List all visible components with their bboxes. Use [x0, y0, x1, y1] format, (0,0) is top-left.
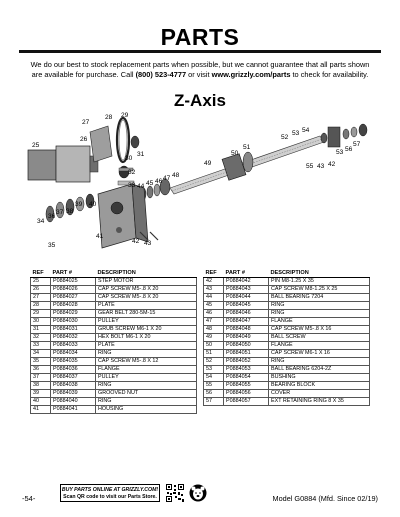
description-cell: HOUSING [96, 405, 197, 413]
part-number-cell: P0884034 [51, 349, 96, 357]
table-row [204, 277, 370, 285]
description-cell: GRUB SCREW M6-1 X 20 [96, 325, 197, 333]
ref-cell: 48 [204, 325, 224, 333]
description-cell: PULLEY [96, 317, 197, 325]
table-row [204, 309, 370, 317]
description-cell: GEAR BELT 280-5M-15 [96, 309, 197, 317]
step-motor-drawing [28, 146, 98, 182]
callout-57: 57 [353, 141, 361, 148]
page-footer [0, 478, 400, 508]
callout-48: 48 [172, 172, 180, 179]
plate-drawing [90, 126, 112, 162]
table-row [31, 309, 197, 317]
ref-cell: 46 [204, 309, 224, 317]
table-row [31, 301, 197, 309]
parts-table-left [30, 269, 197, 414]
table-row [204, 381, 370, 389]
part-number-cell: P0884057 [224, 397, 269, 405]
housing-drawing [98, 184, 148, 248]
callout-54: 54 [302, 127, 310, 134]
buy-parts-box[interactable] [60, 484, 160, 502]
callout-33: 33 [128, 182, 136, 189]
callout-42b: 42 [132, 238, 140, 245]
description-cell: RING [96, 397, 197, 405]
ref-cell: 35 [31, 357, 51, 365]
phone-number: (800) 523-4777 [135, 70, 187, 79]
table-row [31, 389, 197, 397]
callout-42: 42 [328, 161, 336, 168]
callout-39: 39 [75, 201, 83, 208]
callout-49: 49 [204, 160, 212, 167]
part-number-cell: P0884035 [51, 357, 96, 365]
ref-cell: 41 [31, 405, 51, 413]
description-cell: BALL BEARING 6204-2Z [269, 365, 370, 373]
description-cell: CAP SCREW M5-.8 X 20 [96, 293, 197, 301]
table-row [31, 365, 197, 373]
page-number: -54- [22, 494, 36, 503]
callout-52: 52 [281, 134, 289, 141]
section-title: Z-Axis [174, 91, 226, 110]
table-row [204, 373, 370, 381]
part-number-cell: P0884032 [51, 333, 96, 341]
description-cell: CAP SCREW M5-.8 X 16 [269, 325, 370, 333]
part-number-cell: P0884046 [224, 309, 269, 317]
part-number-cell: P0884029 [51, 309, 96, 317]
table-row [204, 325, 370, 333]
ref-cell: 50 [204, 341, 224, 349]
table-row [31, 317, 197, 325]
table-row [31, 357, 197, 365]
callout-30: 30 [125, 155, 133, 162]
part-number-cell: P0884050 [224, 341, 269, 349]
buy-line1: BUY PARTS ONLINE AT GRIZZLY.COM! [61, 487, 159, 493]
ref-cell: 44 [204, 293, 224, 301]
ref-cell: 42 [204, 277, 224, 285]
part-number-cell: P0884039 [51, 389, 96, 397]
ref-cell: 53 [204, 365, 224, 373]
table-row [31, 405, 197, 413]
table-row [204, 285, 370, 293]
callout-46: 46 [155, 178, 163, 185]
callout-32: 32 [128, 169, 136, 176]
page-title: PARTS [160, 24, 240, 50]
part-number-cell: P0884048 [224, 325, 269, 333]
callout-26: 26 [80, 136, 88, 143]
callout-51: 51 [243, 144, 251, 151]
table-row [204, 349, 370, 357]
callout-43: 43 [317, 163, 325, 170]
part-number-cell: P0884043 [224, 285, 269, 293]
description-cell: PLATE [96, 341, 197, 349]
table-row [204, 333, 370, 341]
table-row [31, 341, 197, 349]
part-number-cell: P0884030 [51, 317, 96, 325]
model-info: Model G0884 (Mfd. Since 02/19) [272, 494, 378, 503]
callout-25: 25 [32, 142, 40, 149]
callout-36: 36 [48, 213, 56, 220]
intro-line2-end: to check for availability. [290, 70, 369, 79]
parts-table-right [203, 269, 370, 406]
intro-paragraph [22, 60, 378, 80]
description-cell: RING [269, 301, 370, 309]
description-cell: BEARING BLOCK [269, 381, 370, 389]
description-cell: COVER [269, 389, 370, 397]
ref-cell: 29 [31, 309, 51, 317]
table-row [31, 325, 197, 333]
ref-cell: 56 [204, 389, 224, 397]
table-row [204, 317, 370, 325]
description-cell: PULLEY [96, 373, 197, 381]
col-ref: REF [204, 269, 224, 277]
description-cell: CAP SCREW M8-1.25 X 25 [269, 285, 370, 293]
description-cell: RING [269, 357, 370, 365]
part-number-cell: P0884038 [51, 381, 96, 389]
description-cell: CAP SCREW M6-1 X 16 [269, 349, 370, 357]
table-row [31, 397, 197, 405]
ref-cell: 34 [31, 349, 51, 357]
description-cell: STEP MOTOR [96, 277, 197, 285]
ref-cell: 26 [31, 285, 51, 293]
bearing-block-drawing [328, 127, 340, 147]
description-cell: PLATE [96, 301, 197, 309]
part-number-cell: P0884052 [224, 357, 269, 365]
callout-44: 44 [137, 183, 145, 190]
callout-28: 28 [105, 114, 113, 121]
pulley-drawing [131, 136, 139, 148]
intro-line2-mid: or visit [186, 70, 212, 79]
description-cell: BALL BEARING 7204 [269, 293, 370, 301]
parts-url[interactable]: www.grizzly.com/parts [211, 70, 291, 79]
ref-cell: 28 [31, 301, 51, 309]
description-cell: FLANGE [269, 317, 370, 325]
callout-40: 40 [89, 201, 97, 208]
part-number-cell: P0884028 [51, 301, 96, 309]
intro-line1: We do our best to stock replacement parts when possible, but we cannot guarantee that all parts shown [30, 60, 370, 69]
callout-35: 35 [48, 242, 56, 249]
callout-29: 29 [121, 112, 129, 119]
callout-45: 45 [146, 180, 154, 187]
col-desc: DESCRIPTION [269, 269, 370, 277]
description-cell: RING [96, 381, 197, 389]
callout-41: 41 [96, 233, 104, 240]
ref-cell: 57 [204, 397, 224, 405]
ref-cell: 37 [31, 373, 51, 381]
part-number-cell: P0884051 [224, 349, 269, 357]
ref-cell: 52 [204, 357, 224, 365]
description-cell: PIN M8-1.25 X 35 [269, 277, 370, 285]
table-header-row [204, 269, 370, 277]
part-number-cell: P0884027 [51, 293, 96, 301]
ref-cell: 31 [31, 325, 51, 333]
intro-line2-start: are available for purchase. Call [31, 70, 136, 79]
ref-cell: 47 [204, 317, 224, 325]
table-row [204, 397, 370, 405]
part-number-cell: P0884056 [224, 389, 269, 397]
table-row [31, 333, 197, 341]
part-number-cell: P0884045 [224, 301, 269, 309]
part-number-cell: P0884041 [51, 405, 96, 413]
callout-38: 38 [66, 208, 74, 215]
part-number-cell: P0884054 [224, 373, 269, 381]
col-part: PART # [224, 269, 269, 277]
part-number-cell: P0884042 [224, 277, 269, 285]
table-row [31, 277, 197, 285]
description-cell: EXT RETAINING RING 8 X 35 [269, 397, 370, 405]
callout-27: 27 [82, 119, 90, 126]
description-cell: CAP SCREW M5-.8 X 20 [96, 285, 197, 293]
ref-cell: 49 [204, 333, 224, 341]
table-row [31, 349, 197, 357]
table-header-row [31, 269, 197, 277]
part-number-cell: P0884047 [224, 317, 269, 325]
table-row [31, 293, 197, 301]
ref-cell: 33 [31, 341, 51, 349]
description-cell: CAP SCREW M5-.8 X 12 [96, 357, 197, 365]
part-number-cell: P0884026 [51, 285, 96, 293]
description-cell: BUSHING [269, 373, 370, 381]
callout-50: 50 [231, 150, 239, 157]
description-cell: FLANGE [96, 365, 197, 373]
table-row [31, 381, 197, 389]
col-part: PART # [51, 269, 96, 277]
callout-43b: 43 [144, 240, 152, 247]
part-number-cell: P0884049 [224, 333, 269, 341]
ref-cell: 27 [31, 293, 51, 301]
description-cell: RING [96, 349, 197, 357]
ref-cell: 40 [31, 397, 51, 405]
title-bar [0, 0, 400, 50]
table-row [31, 373, 197, 381]
table-row [204, 389, 370, 397]
part-number-cell: P0884044 [224, 293, 269, 301]
ref-cell: 39 [31, 389, 51, 397]
table-row [204, 357, 370, 365]
part-number-cell: P0884055 [224, 381, 269, 389]
ref-cell: 43 [204, 285, 224, 293]
part-number-cell: P0884033 [51, 341, 96, 349]
part-number-cell: P0884040 [51, 397, 96, 405]
description-cell: FLANGE [269, 341, 370, 349]
part-number-cell: P0884036 [51, 365, 96, 373]
table-row [204, 293, 370, 301]
ref-cell: 51 [204, 349, 224, 357]
part-number-cell: P0884053 [224, 365, 269, 373]
col-ref: REF [31, 269, 51, 277]
description-cell: GROOVED NUT [96, 389, 197, 397]
ref-cell: 45 [204, 301, 224, 309]
callout-37: 37 [56, 209, 64, 216]
part-number-cell: P0884031 [51, 325, 96, 333]
ref-cell: 32 [31, 333, 51, 341]
exploded-diagram [20, 110, 380, 260]
ref-cell: 25 [31, 277, 51, 285]
callout-31: 31 [137, 151, 145, 158]
table-row [204, 341, 370, 349]
title-divider [19, 50, 381, 53]
callout-53: 53 [292, 130, 300, 137]
table-row [204, 301, 370, 309]
ref-cell: 55 [204, 381, 224, 389]
callout-47: 47 [163, 175, 171, 182]
qr-code-icon[interactable] [165, 483, 185, 503]
part-number-cell: P0884025 [51, 277, 96, 285]
callout-53b: 53 [336, 149, 344, 156]
part-number-cell: P0884037 [51, 373, 96, 381]
ref-cell: 36 [31, 365, 51, 373]
ref-cell: 38 [31, 381, 51, 389]
ref-cell: 54 [204, 373, 224, 381]
description-cell: BALL SCREW [269, 333, 370, 341]
description-cell: HEX BOLT M6-1 X 20 [96, 333, 197, 341]
ref-cell: 30 [31, 317, 51, 325]
grizzly-bear-logo-icon [189, 484, 207, 502]
callout-55: 55 [306, 163, 314, 170]
buy-line2: Scan QR code to visit our Parts Store. [63, 494, 157, 500]
description-cell: RING [269, 309, 370, 317]
callout-34: 34 [37, 218, 45, 225]
col-desc: DESCRIPTION [96, 269, 197, 277]
table-row [31, 285, 197, 293]
table-row [204, 365, 370, 373]
callout-56: 56 [345, 146, 353, 153]
